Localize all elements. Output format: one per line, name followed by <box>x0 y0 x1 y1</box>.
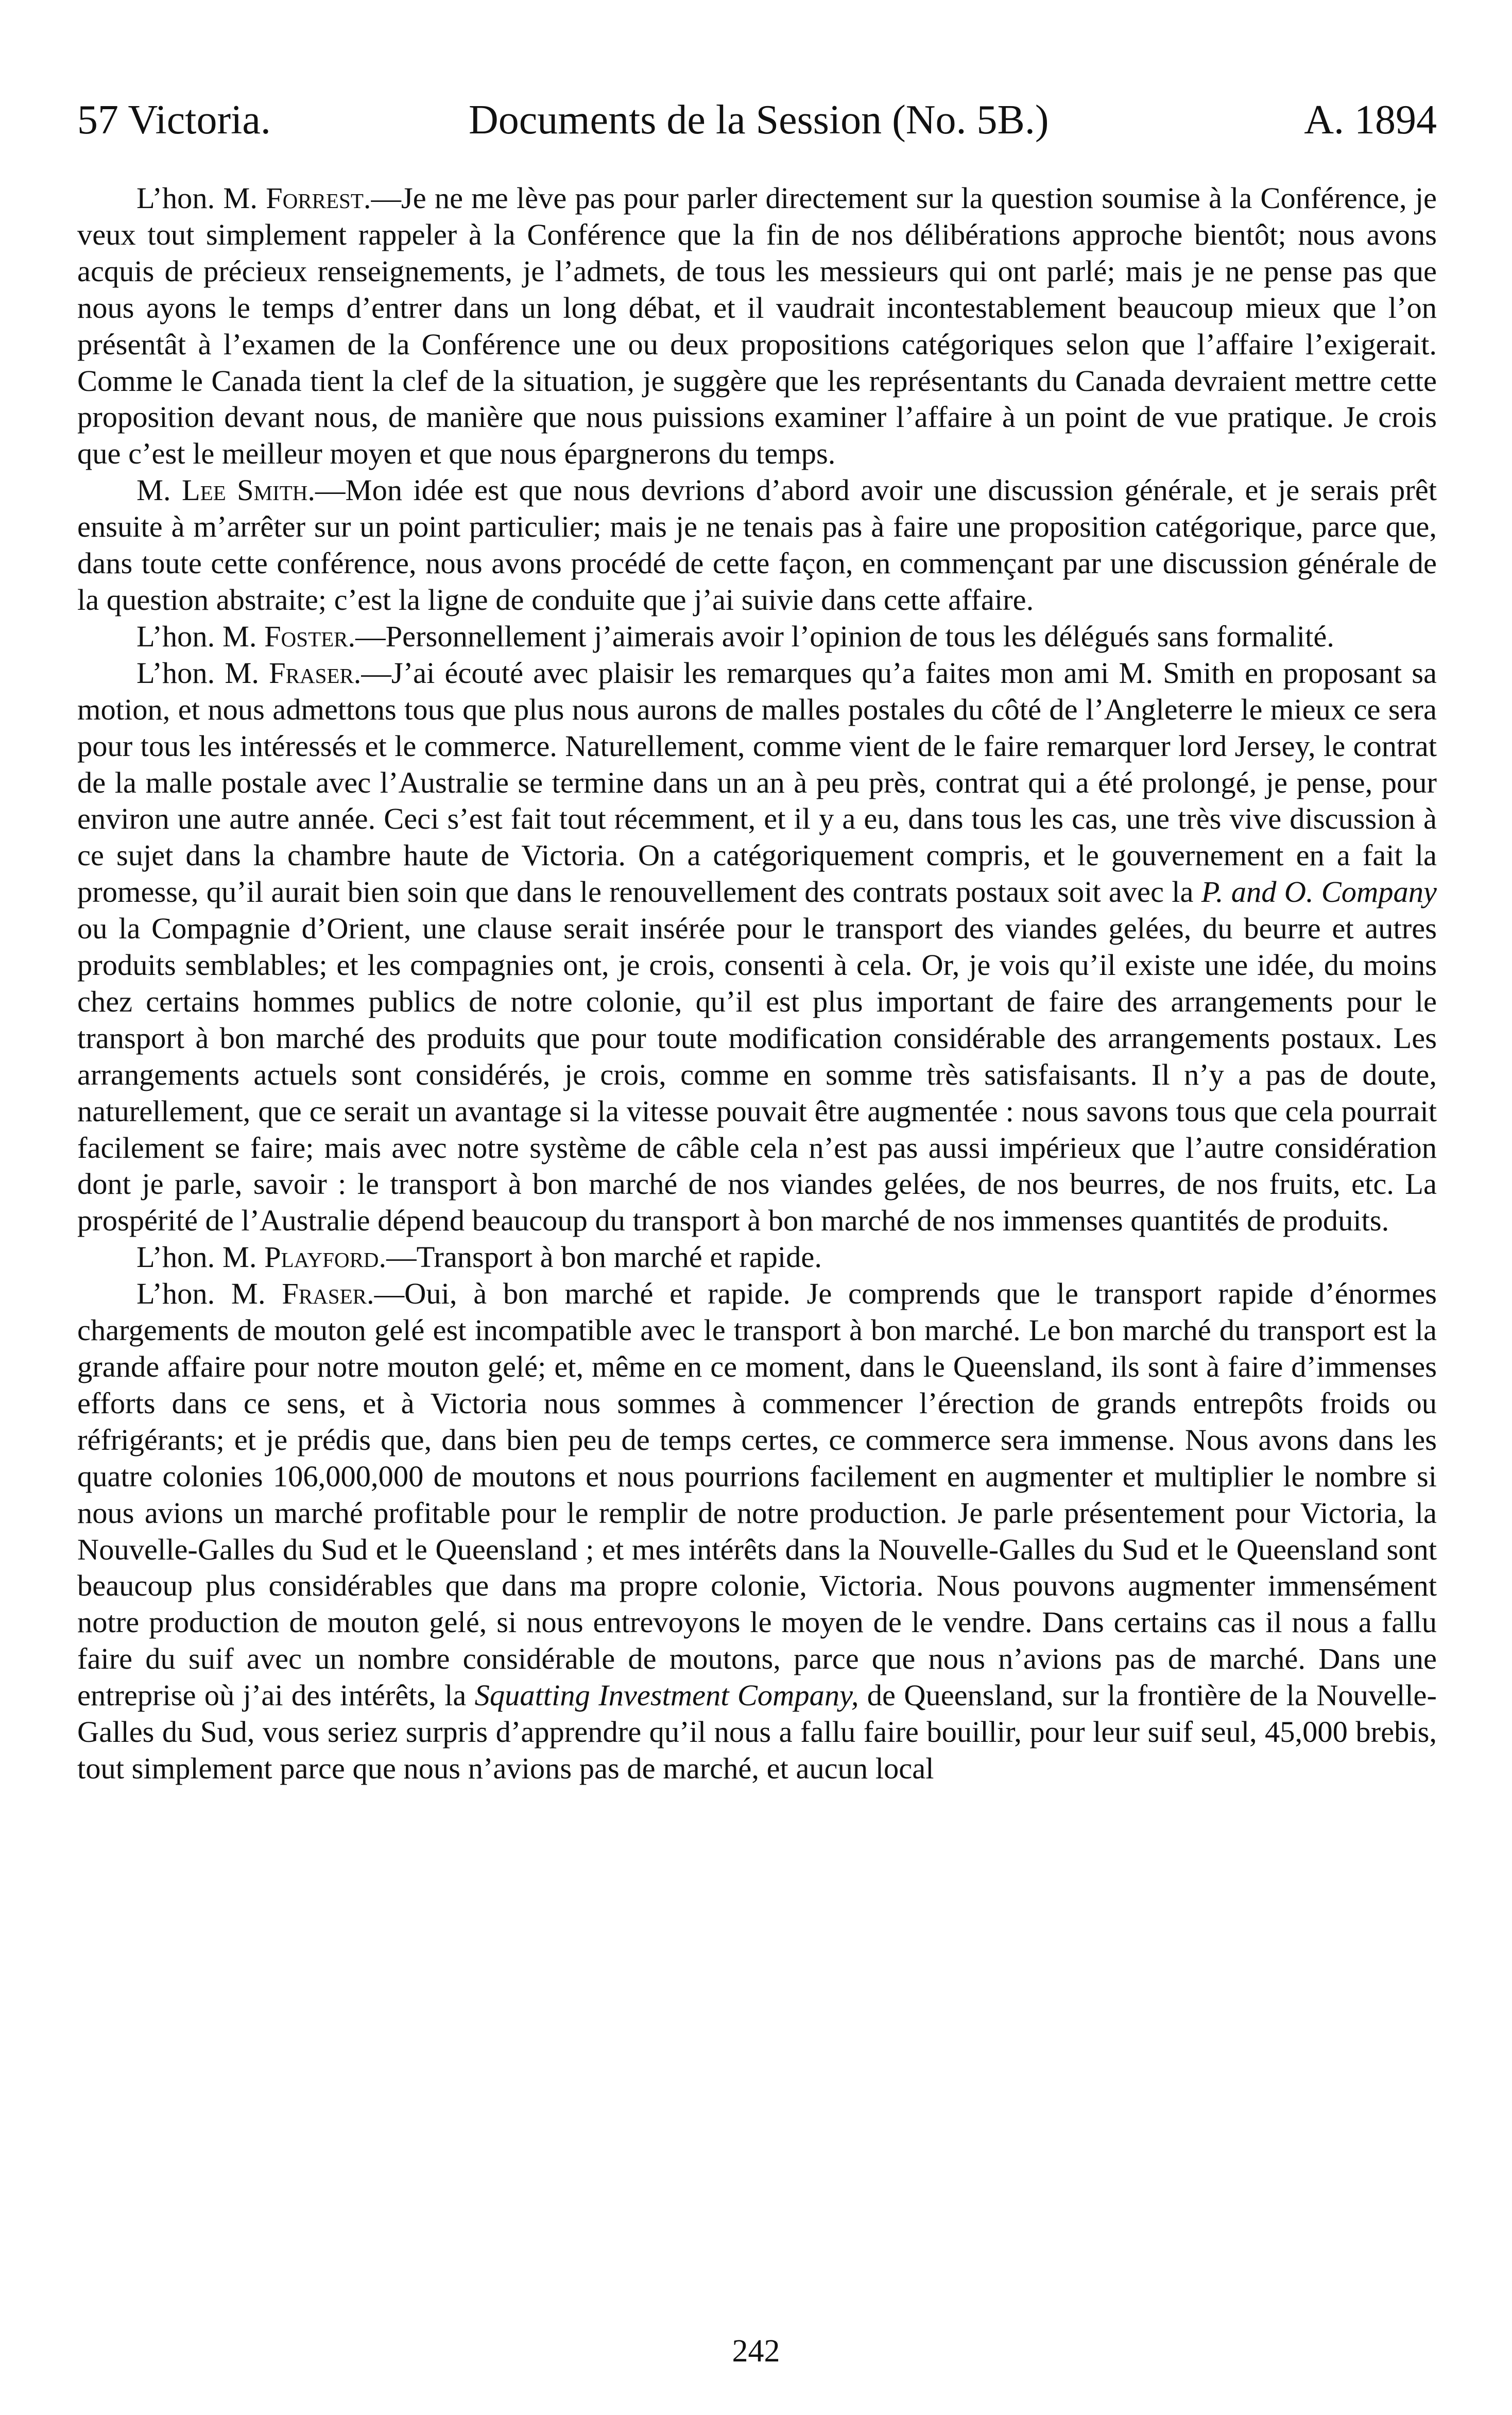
speech-text-continued: ou la Compagnie d’Orient, une clause serait insérée pour le transport des viandes gelées, du beurre et autres produits semblables; et les compagnies ont, je crois, consenti à cela. Or, je vois qu’il existe une idée, du moins chez certains hommes publics de notre colonie, qu’il est plus important de faire des arrangements pour le transport à bon marché des produits que pour toute modification considérable des arrangements postaux. Les arrangements actuels sont considérés, je crois, comme en somme très satisfaisants. Il n’y a pas de doute, naturellement, que ce serait un avantage si la vitesse pouvait être augmentée : nous savons tous que cela pourrait facilement se faire; mais avec notre système de câble cela n’est pas aussi impérieux que l’autre considération dont je parle, savoir : le transport à bon marché de nos viandes gelées, de nos beurres, de nos fruits, etc. La prospérité de l’Australie dépend beaucoup du transport à bon marché de nos immenses quantités de produits. <box>77 912 1437 1238</box>
speaker-name: Lee Smith <box>181 473 308 507</box>
speech-text-continued: de Queensland, sur la frontière de la Nouvelle-Galles du Sud, vous seriez surpris d’apprendre qu’il nous a fallu faire bouillir, pour leur suif seul, 45,000 brebis, tout simplement parce que nous n’avions pas de marché, et aucun local <box>77 1678 1437 1785</box>
paragraph-fraser-2 <box>77 1276 1437 1787</box>
speaker-title: L’hon. M. <box>136 1277 266 1311</box>
running-header <box>77 92 1437 148</box>
paragraph-playford <box>77 1239 1437 1276</box>
header-regnal-year: 57 Victoria. <box>77 97 271 143</box>
speaker-name: Playford <box>264 1240 379 1274</box>
speech-text: .—J’ai écouté avec plaisir les remarques qu’a faites mon ami M. Smith en proposant sa motion, et nous admettons tous que plus nous aurons de malles postales du côté de l’Angleterre le mieux ce sera pour tous les intéressés et le commerce. Naturellement, comme vient de le faire remarquer lord Jersey, le contrat de la malle postale avec l’Australie se termine dans un an à peu près, contrat qui a été prolongé, je pense, pour environ une autre année. Ceci s’est fait tout récemment, et il y a eu, dans tous les cas, une très vive discussion à ce sujet dans la chambre haute de Victoria. On a catégoriquement compris, et le gouvernement en a fait la promesse, qu’il aurait bien soin que dans le renouvellement des contrats postaux soit avec la <box>77 656 1437 909</box>
body-text <box>77 180 1437 1787</box>
header-year: A. 1894 <box>1304 97 1437 143</box>
speech-text: .—Personnellement j’aimerais avoir l’opinion de tous les délégués sans formalité. <box>348 619 1334 653</box>
page-number: 242 <box>732 2334 780 2369</box>
speaker-name: Forrest <box>266 181 364 215</box>
header-document-title: Documents de la Session (No. 5B.) <box>469 97 1049 143</box>
speech-text: .—Transport à bon marché et rapide. <box>379 1240 822 1274</box>
speech-text: .—Je ne me lève pas pour parler directement sur la question soumise à la Conférence, je veux tout simplement rappeler à la Conférence que la fin de nos délibérations approche bientôt; nous avons acquis de précieux renseignements, je l’admets, de tous les messieurs qui ont parlé; mais je ne pense pas que nous ayons le temps d’entrer dans un long débat, et il vaudrait incontestablement beaucoup mieux que l’on présentât à l’examen de la Conférence une ou deux propositions catégoriques selon que l’affaire l’exigerait. Comme le Canada tient la clef de la situation, je suggère que les représentants du Canada devraient mettre cette proposition devant nous, de manière que nous puissions examiner l’affaire à un point de vue pratique. Je crois que c’est le meilleur moyen et que nous épargnerons du temps. <box>77 181 1437 471</box>
paragraph-lee-smith <box>77 472 1437 619</box>
speaker-title: L’hon. M. <box>136 1240 257 1274</box>
speaker-title: L’hon. M. <box>136 619 257 653</box>
speaker-name: Foster <box>264 619 348 653</box>
italic-company-name: Squatting Investment Company, <box>474 1678 859 1712</box>
speech-text: .—Oui, à bon marché et rapide. Je comprends que le transport rapide d’énormes chargements de mouton gelé est incompatible avec le transport à bon marché. Le bon marché du transport est la grande affaire pour notre mouton gelé; et, même en ce moment, dans le Queensland, ils sont à faire d’immenses efforts dans ce sens, et à Victoria nous sommes à commencer l’érection de grands entrepôts froids ou réfrigérants; et je prédis que, dans bien peu de temps certes, ce commerce sera immense. Nous avons dans les quatre colonies 106,000,000 de moutons et nous pourrions facilement en augmenter et multiplier le nombre si nous avions un marché profitable pour le remplir de notre production. Je parle présentement pour Victoria, la Nouvelle-Galles du Sud et le Queensland ; et mes intérêts dans la Nouvelle-Galles du Sud et le Queensland sont beaucoup plus considérables que dans ma propre colonie, Victoria. Nous pouvons augmenter immensément notre production de mouton gelé, si nous entrevoyons le moyen de le vendre. Dans certains cas il nous a fallu faire du suif avec un nombre considérable de moutons, parce que nous n’avions pas de marché. Dans une entreprise où j’ai des intérêts, la <box>77 1277 1437 1712</box>
paragraph-foster <box>77 619 1437 655</box>
paragraph-fraser-1 <box>77 655 1437 1240</box>
speaker-name: Fraser <box>282 1277 367 1311</box>
paragraph-forrest <box>77 180 1437 472</box>
speech-text: .—Mon idée est que nous devrions d’abord avoir une discussion générale, et je serais prêt ensuite à m’arrêter sur un point particulier; mais je ne tenais pas à faire une proposition catégorique, parce que, dans toute cette conférence, nous avons procédé de cette façon, en commençant par une discussion générale de la question abstraite; c’est la ligne de conduite que j’ai suivie dans cette affaire. <box>77 473 1437 616</box>
speaker-name: Fraser <box>269 656 354 690</box>
italic-company-name: P. and O. Company <box>1201 875 1437 909</box>
speaker-title: M. <box>136 473 171 507</box>
speaker-title: L’hon. M. <box>136 181 258 215</box>
speaker-title: L’hon. M. <box>136 656 259 690</box>
